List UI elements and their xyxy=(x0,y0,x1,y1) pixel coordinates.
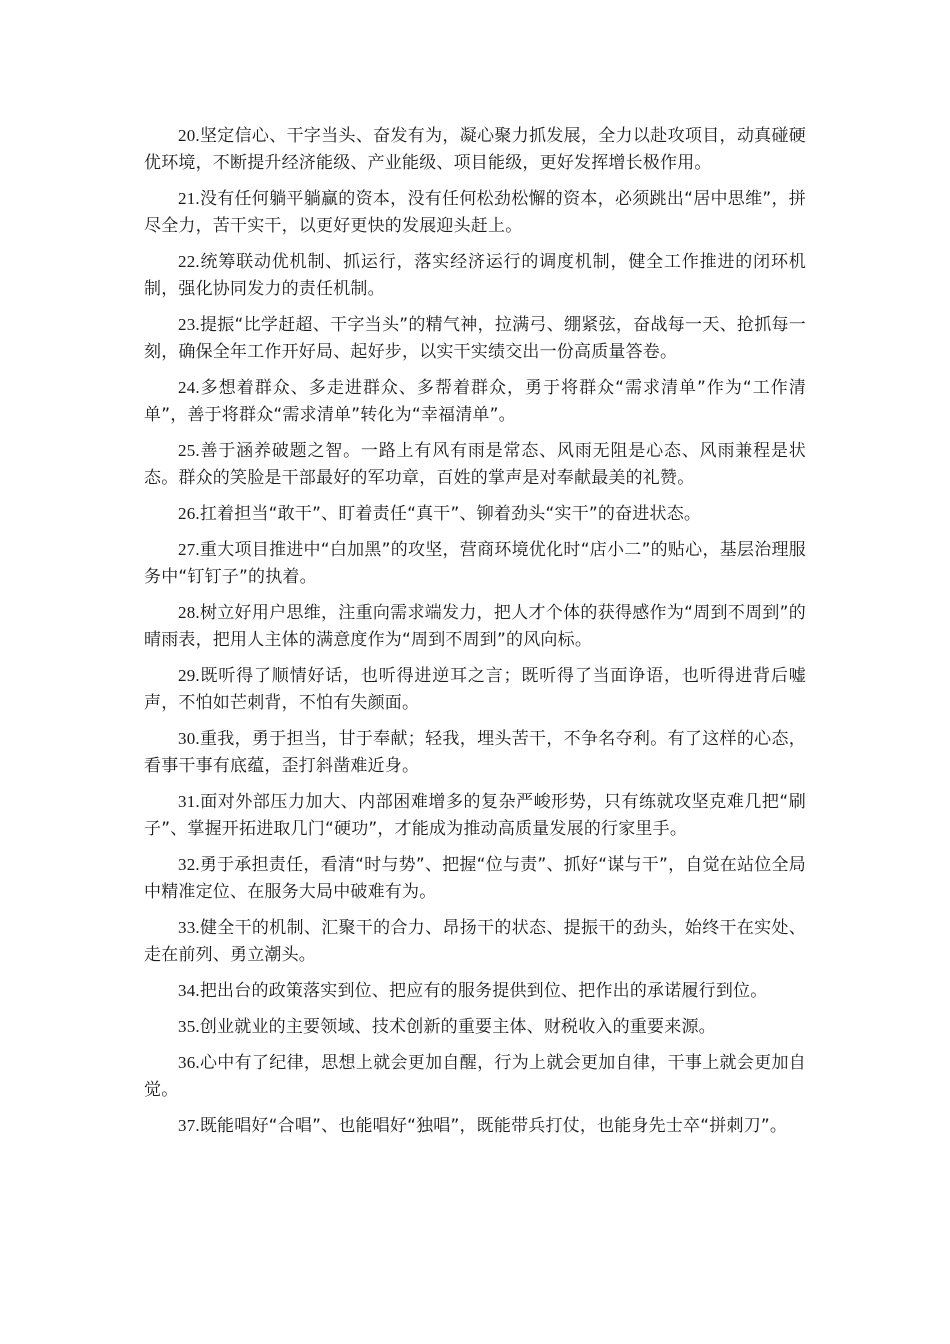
paragraph-number: 27. xyxy=(178,540,200,559)
paragraph-number: 22. xyxy=(178,252,200,271)
paragraph-34 xyxy=(144,977,806,1005)
paragraph-text: 既听得了顺情好话，也听得进逆耳之言；既听得了当面诤语，也听得进背后嘘声，不怕如芒刺背，不怕有失颜面。 xyxy=(144,666,806,713)
paragraph-number: 26. xyxy=(178,504,200,523)
paragraph-31 xyxy=(144,788,806,843)
paragraph-text: 创业就业的主要领域、技术创新的重要主体、财税收入的重要来源。 xyxy=(199,1017,716,1037)
paragraph-number: 35. xyxy=(178,1017,200,1036)
paragraph-text: 既能唱好“合唱”、也能唱好“独唱”，既能带兵打仗，也能身先士卒“拼刺刀”。 xyxy=(199,1116,788,1136)
paragraph-number: 34. xyxy=(178,981,200,1000)
document-page xyxy=(144,122,806,1148)
paragraph-text: 没有任何躺平躺赢的资本，没有任何松劲松懈的资本，必须跳出“居中思维”，拼尽全力，苦干实干，以更好更快的发展迎头赶上。 xyxy=(144,189,806,236)
paragraph-number: 36. xyxy=(178,1053,200,1072)
paragraph-number: 21. xyxy=(178,189,200,208)
paragraph-number: 30. xyxy=(178,729,200,748)
paragraph-text: 善于涵养破题之智。一路上有风有雨是常态、风雨无阻是心态、风雨兼程是状态。群众的笑脸是干部最好的军功章，百姓的掌声是对奉献最美的礼赞。 xyxy=(144,441,806,488)
paragraph-30 xyxy=(144,725,806,780)
paragraph-27 xyxy=(144,536,806,591)
paragraph-29 xyxy=(144,662,806,717)
paragraph-text: 提振“比学赶超、干字当头”的精气神，拉满弓、绷紧弦，奋战每一天、抢抓每一刻，确保全年工作开好局、起好步，以实干实绩交出一份高质量答卷。 xyxy=(144,315,806,362)
paragraph-24 xyxy=(144,374,806,429)
paragraph-text: 心中有了纪律，思想上就会更加自醒，行为上就会更加自律，干事上就会更加自觉。 xyxy=(144,1053,806,1100)
paragraph-32 xyxy=(144,851,806,906)
paragraph-text: 重大项目推进中“白加黑”的攻坚，营商环境优化时“店小二”的贴心，基层治理服务中“钉钉子”的执着。 xyxy=(144,540,806,587)
paragraph-35 xyxy=(144,1013,806,1041)
paragraph-20 xyxy=(144,122,806,177)
paragraph-text: 勇于承担责任，看清“时与势”、把握“位与责”、抓好“谋与干”，自觉在站位全局中精准定位、在服务大局中破难有为。 xyxy=(144,855,806,902)
paragraph-33 xyxy=(144,914,806,969)
paragraph-number: 28. xyxy=(178,603,200,622)
paragraph-text: 重我，勇于担当，甘于奉献；轻我，埋头苦干，不争名夺利。有了这样的心态，看事干事有底蕴，歪打斜凿难近身。 xyxy=(144,729,806,776)
paragraph-26 xyxy=(144,500,806,528)
paragraph-text: 面对外部压力加大、内部困难增多的复杂严峻形势，只有练就攻坚克难几把“刷子”、掌握开拓进取几门“硬功”，才能成为推动高质量发展的行家里手。 xyxy=(144,792,806,839)
paragraph-number: 25. xyxy=(178,441,200,460)
paragraph-number: 20. xyxy=(178,126,200,145)
paragraph-text: 坚定信心、干字当头、奋发有为，凝心聚力抓发展，全力以赴攻项目，动真碰硬优环境，不断提升经济能级、产业能级、项目能级，更好发挥增长极作用。 xyxy=(144,126,806,173)
paragraph-25 xyxy=(144,437,806,492)
paragraph-37 xyxy=(144,1112,806,1140)
paragraph-number: 31. xyxy=(178,792,200,811)
paragraph-number: 24. xyxy=(178,378,200,397)
paragraph-number: 29. xyxy=(178,666,200,685)
paragraph-number: 23. xyxy=(178,315,200,334)
paragraph-text: 健全干的机制、汇聚干的合力、昂扬干的状态、提振干的劲头，始终干在实处、走在前列、勇立潮头。 xyxy=(144,918,806,965)
paragraph-number: 33. xyxy=(178,918,200,937)
paragraph-36 xyxy=(144,1049,806,1104)
paragraph-number: 37. xyxy=(178,1116,200,1135)
paragraph-text: 扛着担当“敢干”、盯着责任“真干”、铆着劲头“实干”的奋进状态。 xyxy=(199,504,702,524)
paragraph-text: 树立好用户思维，注重向需求端发力，把人才个体的获得感作为“周到不周到”的晴雨表，把用人主体的满意度作为“周到不周到”的风向标。 xyxy=(144,603,806,650)
paragraph-text: 统筹联动优机制、抓运行，落实经济运行的调度机制，健全工作推进的闭环机制，强化协同发力的责任机制。 xyxy=(144,252,806,299)
paragraph-21 xyxy=(144,185,806,240)
paragraph-22 xyxy=(144,248,806,303)
paragraph-text: 多想着群众、多走进群众、多帮着群众，勇于将群众“需求清单”作为“工作清单”，善于将群众“需求清单”转化为“幸福清单”。 xyxy=(144,378,806,425)
paragraph-number: 32. xyxy=(178,855,200,874)
paragraph-28 xyxy=(144,599,806,654)
paragraph-23 xyxy=(144,311,806,366)
paragraph-text: 把出台的政策落实到位、把应有的服务提供到位、把作出的承诺履行到位。 xyxy=(199,981,768,1001)
